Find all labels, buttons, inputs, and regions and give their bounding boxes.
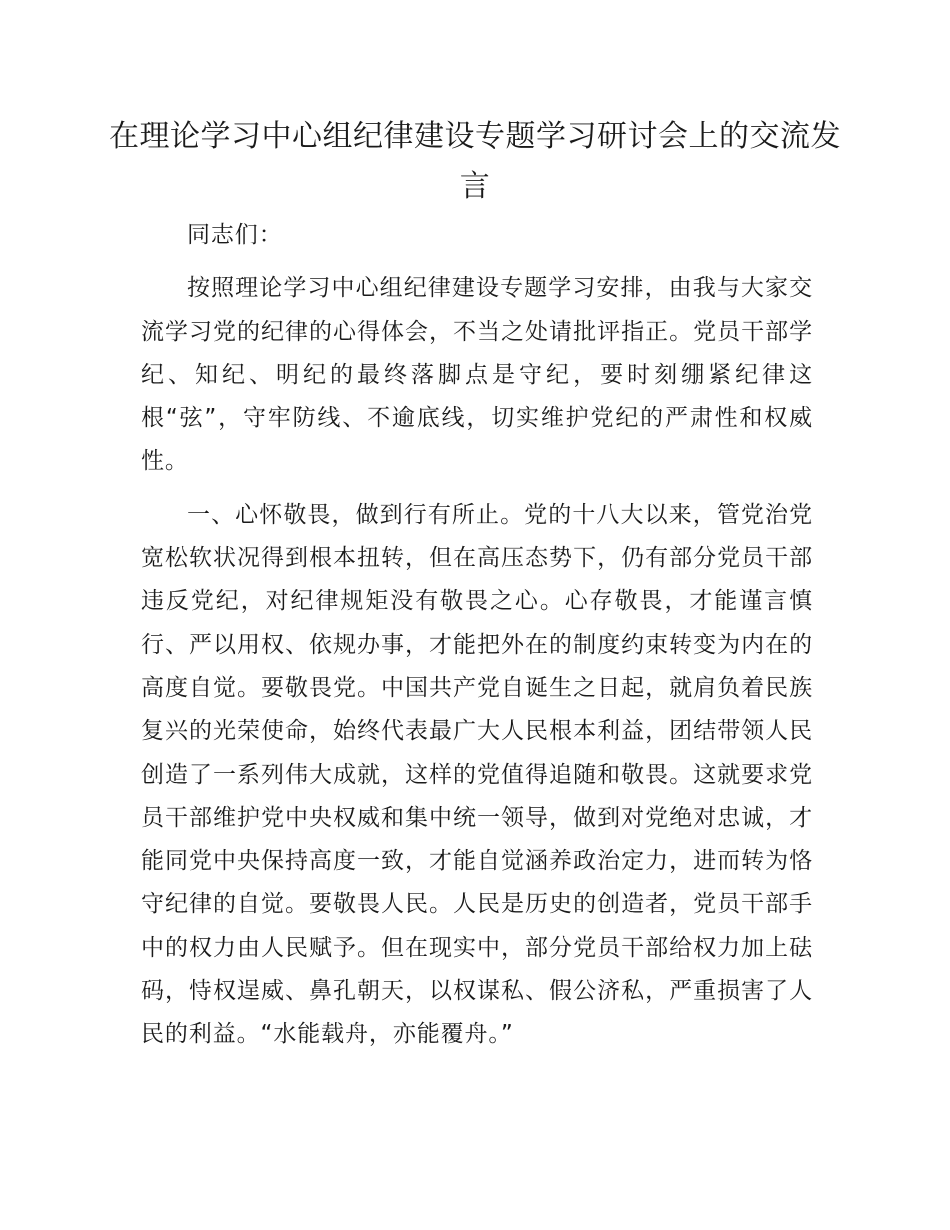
salutation: 同志们：	[187, 222, 283, 248]
document-title: 在理论学习中心组纪律建设专题学习研讨会上的交流发言	[109, 119, 841, 204]
paragraph-intro: 按照理论学习中心组纪律建设专题学习安排，由我与大家交流学习党的纪律的心得体会，不当之处请批评指正。党员干部学纪、知纪、明纪的最终落脚点是守纪，要时刻绷紧纪律这根“弦”，守牢防线、不逾底线，切实维护党纪的严肃性和权威性。	[141, 275, 813, 475]
paragraph-section-one: 一、心怀敬畏，做到行有所止。党的十八大以来，管党治党宽松软状况得到根本扭转，但在高压态势下，仍有部分党员干部违反党纪，对纪律规矩没有敬畏之心。心存敬畏，才能谨言慎行、严以用权、依规办事，才能把外在的制度约束转变为内在的高度自觉。要敬畏党。中国共产党自诞生之日起，就肩负着民族复兴的光荣使命，始终代表最广大人民根本利益，团结带领人民创造了一系列伟大成就，这样的党值得追随和敬畏。这就要求党员干部维护党中央权威和集中统一领导，做到对党绝对忠诚，才能同党中央保持高度一致，才能自觉涵养政治定力，进而转为恪守纪律的自觉。要敬畏人民。人民是历史的创造者，党员干部手中的权力由人民赋予。但在现实中，部分党员干部给权力加上砝码，恃权逞威、鼻孔朝天，以权谋私、假公济私，严重损害了人民的利益。“水能载舟，亦能覆舟。”	[141, 501, 813, 1048]
document-body	[141, 214, 813, 1057]
